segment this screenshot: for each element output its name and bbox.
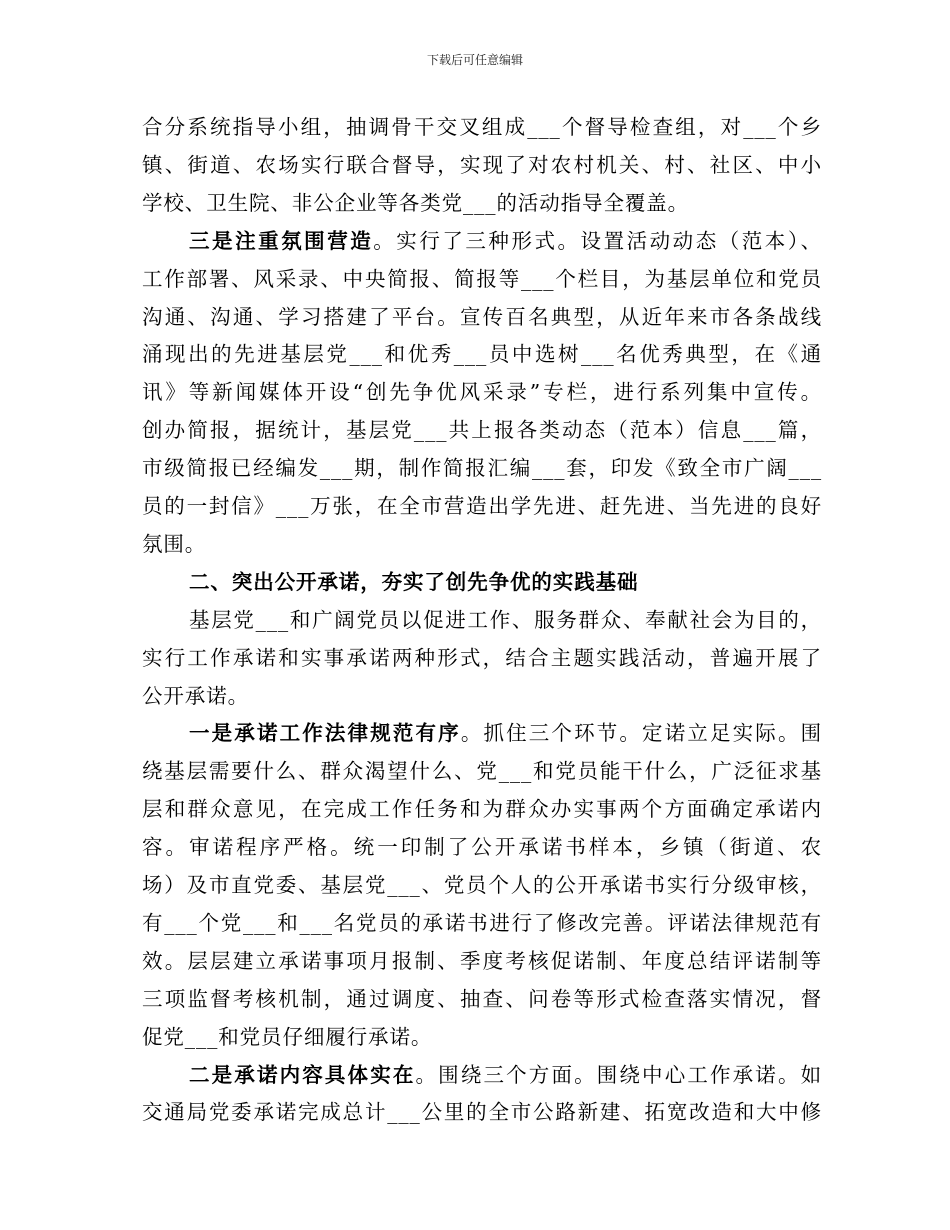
bold-lead-text: 二是承诺内容具体实在 — [189, 1062, 416, 1087]
line-text: 合分系统指导小组，抽调骨干交叉组成___个督导检查组，对___个乡 — [142, 115, 822, 139]
paragraph-line — [142, 827, 822, 867]
line-text: 工作部署、风采录、中央简报、简报等___个栏目，为基层单位和党员 — [142, 266, 822, 291]
line-text: 市级简报已经编发___期，制作简报汇编___套，印发《致全市广阔___ — [142, 456, 822, 481]
line-text: 三项监督考核机制，通过调度、抽查、问卷等形式检查落实情况，督 — [142, 986, 822, 1011]
line-text: 场）及市直党委、基层党___、党员个人的公开承诺书实行分级审核， — [142, 873, 822, 897]
paragraph-line — [142, 789, 822, 829]
line-text: 绕基层需要什么、群众渴望什么、党___和党员能干什么，广泛征求基 — [142, 759, 822, 784]
paragraph-line — [142, 903, 822, 943]
paragraph-line — [142, 221, 822, 261]
line-text: 层和群众意见，在完成工作任务和为群众办实事两个方面确定承诺内 — [142, 797, 822, 822]
line-text: 讯》等新闻媒体开设“创先争优风采录”专栏，进行系列集中宣传。 — [142, 380, 822, 405]
paragraph-line — [142, 600, 822, 640]
line-text: 效。层层建立承诺事项月报制、季度考核促诺制、年度总结评诺制等 — [142, 948, 822, 973]
paragraph-line — [142, 751, 822, 791]
line-text: 交通局党委承诺完成总计___公里的全市公路新建、拓宽改造和大中修 — [142, 1100, 822, 1125]
line-text: 镇、街道、农场实行联合督导，实现了对农村机关、村、社区、中小 — [142, 152, 822, 177]
paragraph-line — [142, 486, 822, 526]
paragraph-line — [142, 676, 822, 716]
paragraph-line — [142, 107, 822, 147]
paragraph-line — [142, 638, 822, 678]
line-text: 。抓住三个环节。定诺立足实际。围 — [460, 721, 822, 746]
line-text: 。实行了三种形式。设置活动动态（范本）、 — [373, 228, 823, 253]
line-text: 促党___和党员仔细履行承诺。 — [142, 1024, 433, 1049]
paragraph-line — [142, 979, 822, 1019]
paragraph-line — [142, 524, 822, 564]
line-text: 创办简报，据统计，基层党___共上报各类动态（范本）信息___篇， — [142, 418, 822, 443]
paragraph-line — [142, 145, 822, 185]
line-text: 员的一封信》___万张，在全市营造出学先进、赶先进、当先进的良好 — [142, 494, 822, 518]
paragraph-line — [142, 410, 822, 450]
line-text: 有___个党___和___名党员的承诺书进行了修改完善。评诺法律规范有 — [142, 910, 822, 935]
bold-lead-text: 三是注重氛围营造 — [189, 228, 374, 253]
bold-lead-text: 一是承诺工作法律规范有序 — [189, 721, 461, 746]
paragraph-line — [142, 183, 822, 223]
paragraph-line — [142, 1092, 822, 1132]
line-text: 基层党___和广阔党员以促进工作、服务群众、奉献社会为目的， — [189, 607, 822, 632]
line-text: 沟通、沟通、学习搭建了平台。宣传百名典型，从近年来市各条战线 — [142, 304, 822, 329]
line-text: 涌现出的先进基层党___和优秀___员中选树___名优秀典型，在《通 — [142, 342, 822, 367]
line-text: 氛围。 — [142, 531, 207, 556]
paragraph-line — [142, 1055, 822, 1095]
paragraph-line — [142, 334, 822, 374]
paragraph-line — [142, 713, 822, 753]
line-text: 实行工作承诺和实事承诺两种形式，结合主题实践活动，普遍开展了 — [142, 645, 822, 670]
line-text: 公开承诺。 — [142, 683, 249, 708]
paragraph-line — [142, 372, 822, 412]
line-text: 。围绕三个方面。围绕中心工作承诺。如 — [415, 1062, 823, 1087]
paragraph-line — [142, 297, 822, 337]
paragraph-line — [142, 941, 822, 981]
page-header: 下载后可任意编辑 — [426, 53, 523, 67]
section-heading — [142, 562, 822, 602]
line-text: 容。审诺程序严格。统一印制了公开承诺书样本，乡镇（街道、农 — [142, 835, 822, 860]
line-text: 学校、卫生院、非公企业等各类党___的活动指导全覆盖。 — [142, 190, 690, 215]
paragraph-line — [142, 1017, 822, 1057]
heading-text: 二、突出公开承诺，夯实了创先争优的实践基础 — [189, 569, 639, 594]
paragraph-line — [142, 448, 822, 488]
paragraph-line — [142, 259, 822, 299]
paragraph-line — [142, 865, 822, 905]
